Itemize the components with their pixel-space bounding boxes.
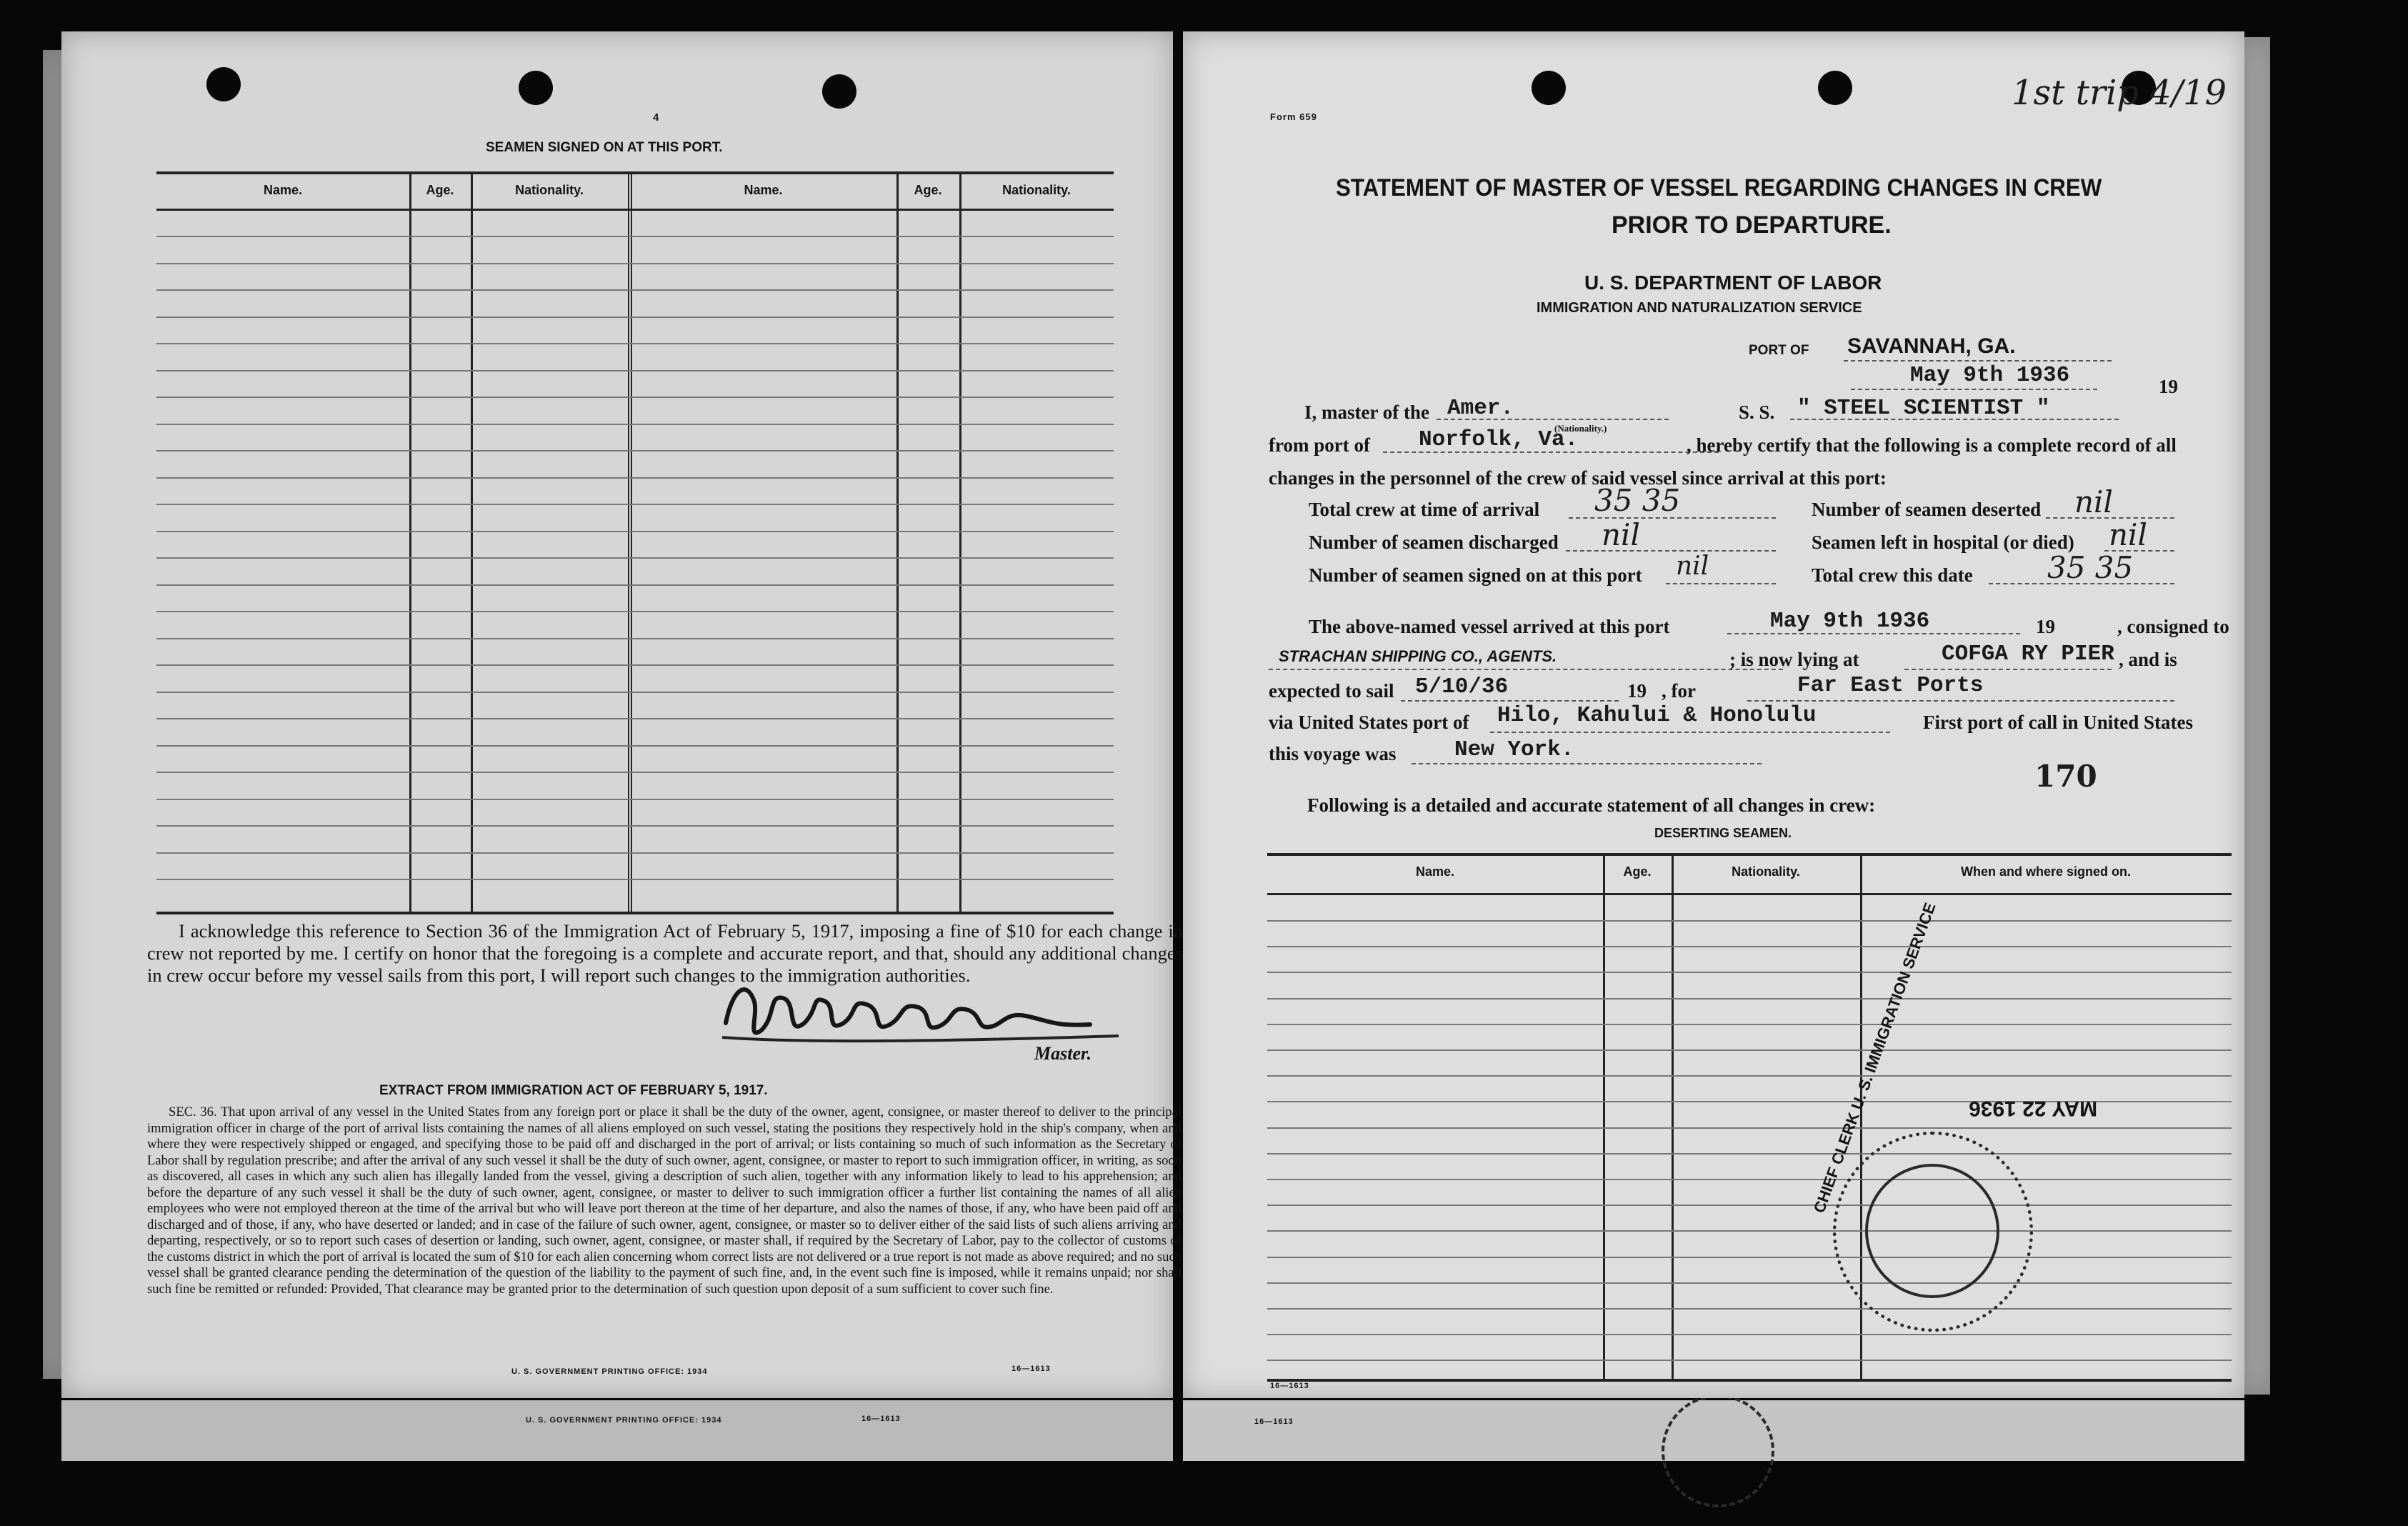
for-label: , for	[1662, 680, 1696, 702]
expected-value: 5/10/36	[1415, 674, 1509, 699]
table-row	[156, 557, 1114, 559]
form-code: 16—1613	[1011, 1365, 1051, 1373]
table-row	[1267, 920, 2232, 922]
table-row	[1267, 1334, 2232, 1335]
signature-label: Master.	[1034, 1043, 1092, 1064]
bottom-stamp-fragment	[1662, 1395, 1774, 1507]
total-crew-arrival-label: Total crew at time of arrival	[1309, 499, 1540, 520]
column-header-nationality: Nationality.	[1732, 864, 1800, 879]
consignee-value: STRACHAN SHIPPING CO., AGENTS.	[1279, 647, 1557, 665]
table-row	[1267, 1075, 2232, 1077]
deserted-value: nil	[2074, 484, 2113, 519]
master-of-label: I, master of the	[1304, 402, 1429, 423]
left-page	[61, 31, 1183, 1398]
column-header-name: Name.	[1415, 864, 1455, 879]
page-number: 4	[653, 111, 660, 124]
column-header-age: Age.	[426, 183, 454, 197]
stamp-text: CHIEF CLERK U. S. IMMIGRATION SERVICE	[1809, 900, 1939, 1216]
table-row	[156, 424, 1114, 425]
signed-on-label: Number of seamen signed on at this port	[1309, 564, 1642, 586]
table-row	[1267, 1308, 2232, 1310]
department-name: U. S. DEPARTMENT OF LABOR	[1584, 271, 1882, 294]
statement-date: May 9th 1936	[1910, 363, 2070, 388]
arrived-year-prefix: 19	[2036, 616, 2055, 637]
table-row	[1267, 972, 2232, 973]
form-label: Form 659	[1270, 111, 1317, 122]
table-row	[156, 745, 1114, 747]
table-row	[156, 799, 1114, 800]
table-row	[1267, 1360, 2232, 1361]
total-crew-arrival-value: 35 35	[1594, 483, 1681, 518]
right-underlying-sheet	[1183, 1400, 2244, 1461]
table-row	[156, 584, 1114, 586]
table-row	[1267, 1179, 2232, 1180]
via-value: Hilo, Kahului & Honolulu	[1497, 703, 1817, 728]
left-underlying-sheet	[61, 1400, 1173, 1461]
strip-printer-line: U. S. GOVERNMENT PRINTING OFFICE: 1934	[526, 1416, 722, 1425]
seamen-signed-on-table	[156, 171, 1114, 914]
right-page-edge	[2244, 37, 2270, 1395]
expected-label: expected to sail	[1269, 680, 1394, 702]
printer-line: U. S. GOVERNMENT PRINTING OFFICE: 1934	[511, 1367, 708, 1376]
table-row	[156, 852, 1114, 854]
certify-text: , hereby certify that the following is a complete record of all	[1687, 434, 2177, 456]
table-row	[1267, 1049, 2232, 1051]
table-row	[156, 236, 1114, 237]
punch-hole	[519, 71, 553, 105]
extract-title: EXTRACT FROM IMMIGRATION ACT OF FEBRUARY 5, 1917.	[379, 1083, 768, 1098]
table-row	[1267, 1153, 2232, 1155]
table-row	[156, 718, 1114, 719]
table-row	[156, 370, 1114, 371]
column-header-name: Name.	[263, 183, 303, 197]
changes-text: changes in the personnel of the crew of said vessel since arrival at this port:	[1269, 467, 1887, 489]
port-label: PORT OF	[1749, 343, 1809, 358]
punch-hole	[1818, 71, 1852, 105]
stamp-date: MAY 22 1936	[1969, 1097, 2098, 1120]
table-row	[156, 638, 1114, 639]
consigned-label: , consigned to	[2117, 616, 2229, 637]
hospital-label: Seamen left in hospital (or died)	[1812, 532, 2074, 553]
acknowledgement-text: I acknowledge this reference to Section 36 of the Immigration Act of February 5, 1917, imposing a fine of $10 for each change in crew not reported by me. I certify on honor that the foregoing is a complete and accurate report, and that, should any additional changes in crew occur before my vessel sails from this port, I will report such changes to the immigration authorities.	[147, 920, 1183, 986]
table-row	[156, 289, 1114, 291]
form-title-line1: STATEMENT OF MASTER OF VESSEL REGARDING CHANGES IN CREW	[1336, 174, 2102, 201]
table-row	[1267, 1282, 2232, 1284]
lying-label: ; is now lying at	[1729, 649, 1859, 670]
table-row	[156, 825, 1114, 827]
immigration-stamp	[1809, 900, 2098, 1346]
discharged-label: Number of seamen discharged	[1309, 532, 1559, 553]
and-is-label: , and is	[2119, 649, 2177, 670]
form-title-line2: PRIOR TO DEPARTURE.	[1612, 211, 1892, 239]
form-code: 16—1613	[1270, 1382, 1309, 1390]
column-header-age: Age.	[1623, 864, 1652, 879]
table-row	[156, 263, 1114, 264]
column-header-when-where: When and where signed on.	[1960, 864, 2132, 879]
signed-on-value: nil	[1676, 552, 1709, 581]
first-port-label: First port of call in United States	[1923, 712, 2193, 733]
from-port-label: from port of	[1269, 434, 1370, 456]
voyage-label: this voyage was	[1269, 743, 1397, 764]
port-value: SAVANNAH, GA.	[1847, 334, 2016, 358]
voyage-value: New York.	[1454, 737, 1574, 762]
date-year-prefix: 19	[2159, 376, 2178, 397]
total-crew-date-value: 35 35	[2047, 550, 2134, 585]
table-row	[156, 504, 1114, 505]
table-row	[1267, 946, 2232, 947]
table-row	[156, 879, 1114, 880]
deserted-label: Number of seamen deserted	[1812, 499, 2042, 520]
table-row	[156, 477, 1114, 479]
table-row	[156, 343, 1114, 344]
table-row	[1267, 1257, 2232, 1258]
expected-year-prefix: 19	[1627, 680, 1647, 702]
lying-value: COFGA RY PIER	[1942, 642, 2114, 667]
ss-label: S. S.	[1739, 402, 1775, 423]
following-text: Following is a detailed and accurate statement of all changes in crew:	[1307, 794, 1876, 816]
strip-form-code-right: 16—1613	[1254, 1417, 1294, 1426]
handwritten-number: 170	[2034, 759, 2097, 794]
table-row	[1267, 1127, 2232, 1129]
right-page	[1183, 31, 2244, 1398]
table-row	[156, 450, 1114, 452]
service-name: IMMIGRATION AND NATURALIZATION SERVICE	[1537, 300, 1862, 316]
total-crew-date-label: Total crew this date	[1812, 564, 1973, 586]
extract-text: SEC. 36. That upon arrival of any vessel in the United States from any foreign port or place it shall be the duty of the owner, agent, consignee, or master thereof to deliver to the principal immigration officer in charge of the port of arrival lists containing the names of all aliens employed on such vessel, stating the positions they respectively hold in the ship's company, when and where they were respectively shipped or engaged, and specifying those to be paid off and discharged in the port of arrival; or lists containing so much of such information as the Secretary of Labor shall by regulation prescribe; and after the arrival of any such vessel it shall be the duty of such owner, agent, consignee, or master to report to such immigration officer, in writing, as soon as discovered, all cases in which any such alien has illegally landed from the vessel, giving a description of such alien, together with any information likely to lead to his apprehension; and before the departure of any such vessel it shall be the duty of such owner, agent, consignee, or master to deliver to such immigration officer a further list containing the names of all alien employees who were not employed thereon at the time of the arrival but who will leave port thereon at the time of her departure, and also the names of those, if any, who have been paid off and discharged and of those, if any, who have deserted or landed; and in case of the failure of such owner, agent, consignee, or master so to deliver either of the said lists of such aliens arriving and departing, respectively, or so to report such cases of desertion or landing, such owner, agent, consignee, or master shall, if required by the Secretary of Labor, pay to the collector of customs of the customs district in which the port of arrival is located the sum of $10 for each alien concerning whom correct lists are not delivered or a true report is not made as above required; and no such vessel shall be granted clearance pending the determination of the question of the liability to the payment of such fine, and, in the event such fine is imposed, while it remains unpaid; nor shall such fine be remitted or refunded: Provided, That clearance may be granted prior to the determination of such question upon deposit of a sum sufficient to cover such fine.	[147, 1104, 1181, 1297]
strip-form-code: 16—1613	[861, 1415, 901, 1423]
vessel-name: " STEEL SCIENTIST "	[1797, 396, 2050, 421]
table-row	[1267, 998, 2232, 999]
signature-graphic	[719, 973, 1147, 1052]
for-value: Far East Ports	[1797, 673, 1984, 698]
table-row	[156, 772, 1114, 773]
column-header-name: Name.	[744, 183, 783, 197]
from-port-value: Norfolk, Va.	[1419, 427, 1579, 452]
discharged-value: nil	[1602, 517, 1640, 552]
table-row	[156, 531, 1114, 532]
left-page-edge	[43, 50, 63, 1379]
table-row	[1267, 1205, 2232, 1206]
table-row	[156, 397, 1114, 398]
punch-hole	[822, 74, 856, 109]
via-label: via United States port of	[1269, 712, 1469, 733]
column-header-nationality: Nationality.	[1002, 183, 1071, 197]
nationality-value: Amer.	[1447, 396, 1514, 421]
arrived-label: The above-named vessel arrived at this port	[1309, 616, 1670, 637]
handwritten-corner-note: 1st trip 4/19	[2012, 73, 2227, 113]
column-header-age: Age.	[914, 183, 942, 197]
nationality-caption: (Nationality.)	[1554, 423, 1607, 434]
table-row	[156, 611, 1114, 612]
table-row	[1267, 1230, 2232, 1232]
deserting-title: DESERTING SEAMEN.	[1654, 826, 1792, 840]
punch-hole	[206, 67, 241, 101]
column-header-nationality: Nationality.	[515, 183, 584, 197]
punch-hole	[1532, 71, 1566, 105]
arrived-value: May 9th 1936	[1770, 609, 1930, 634]
table-row	[156, 664, 1114, 666]
section-title: SEAMEN SIGNED ON AT THIS PORT.	[486, 140, 723, 155]
hospital-value: nil	[2109, 517, 2147, 552]
table-row	[156, 692, 1114, 693]
table-row	[156, 316, 1114, 318]
table-row	[1267, 1024, 2232, 1025]
